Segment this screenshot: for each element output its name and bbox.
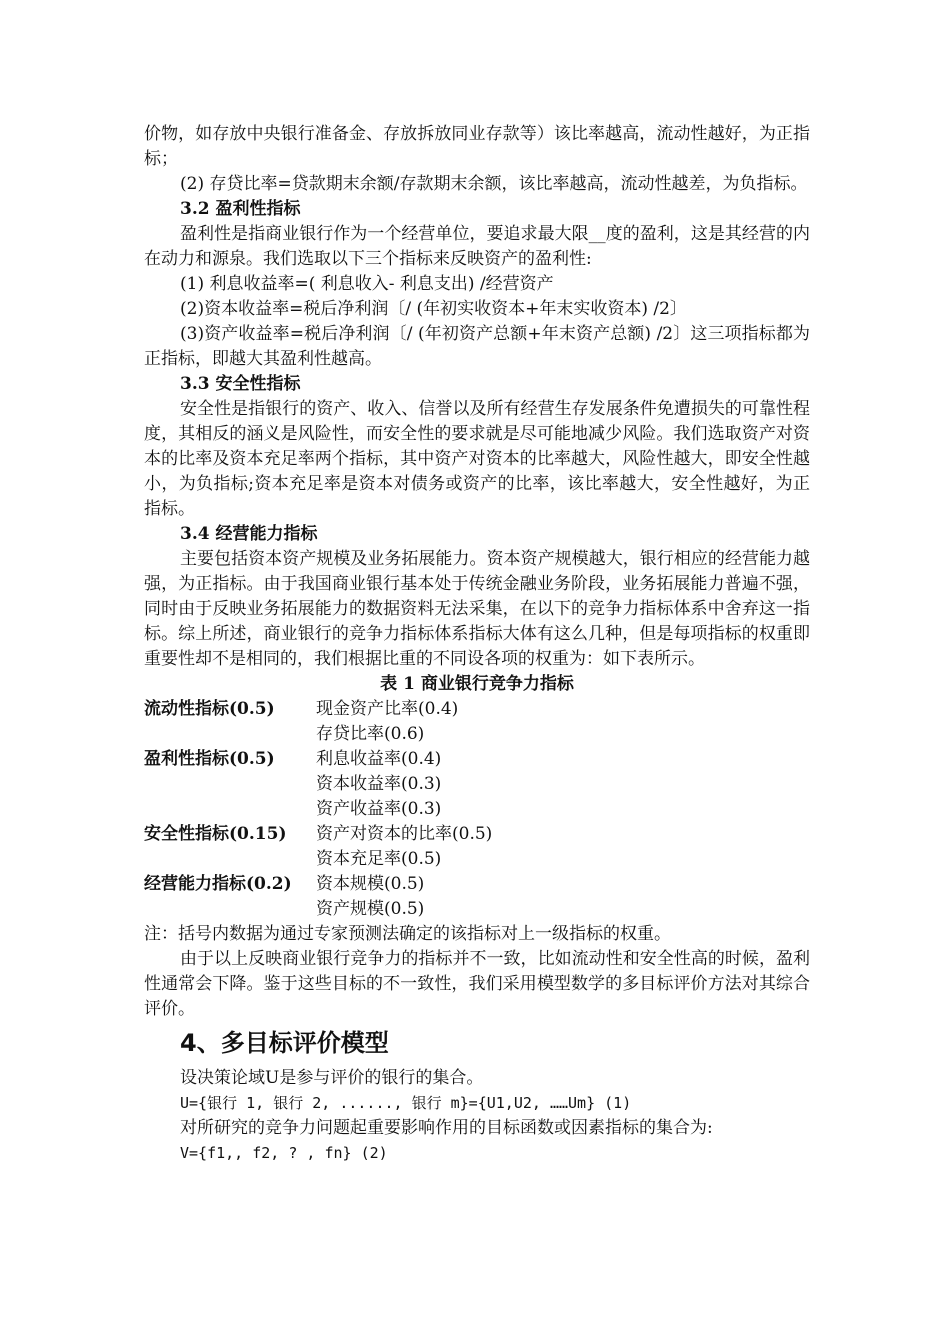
paragraph-safety: 安全性是指银行的资产、收入、信誉以及所有经营生存发展条件免遭损失的可靠性程度，其相反的涵义是风险性，而安全性的要求就是尽可能地减少风险。我们选取资产对资本的比率及资本充足率两个指标，其中资产对资本的比率越大，风险性越大，即安全性越小，为负指标;资本充足率是资本对债务或资产的比率，该比率越大，安全性越好，为正指标。 bbox=[144, 399, 810, 519]
table-subindicator: 存贷比率(0.6) bbox=[316, 724, 425, 744]
paragraph-decision-domain: 设决策论域U是参与评价的银行的集合。 bbox=[180, 1068, 484, 1088]
table-subindicator: 资产对资本的比率(0.5) bbox=[316, 824, 493, 844]
paragraph-factor-set: 对所研究的竞争力问题起重要影响作用的目标函数或因素指标的集合为: bbox=[180, 1118, 713, 1138]
paragraph-loan-deposit-ratio: (2) 存贷比率=贷款期末余额/存款期末余额，该比率越高，流动性越差，为负指标。 bbox=[180, 174, 808, 194]
document-page bbox=[144, 122, 810, 1166]
paragraph-profitability: 盈利性是指商业银行作为一个经营单位，要追求最大限__度的盈利，这是其经营的内在动力和源泉。我们选取以下三个指标来反映资产的盈利性: bbox=[144, 224, 810, 269]
indicator-table bbox=[144, 697, 810, 922]
table-category bbox=[144, 772, 316, 797]
table-subindicator: 资本充足率(0.5) bbox=[316, 849, 442, 869]
table-subindicator: 现金资产比率(0.4) bbox=[316, 699, 459, 719]
table-subindicator: 资产收益率(0.3) bbox=[316, 799, 442, 819]
paragraph-asset-return: (3)资产收益率=税后净利润〔/ (年初资产总额+年末资产总额) /2〕这三项指标都为正指标，即越大其盈利性越高。 bbox=[144, 324, 810, 369]
paragraph-inconsistency: 由于以上反映商业银行竞争力的指标并不一致，比如流动性和安全性高的时候，盈利性通常会下降。鉴于这些目标的不一致性，我们采用模型数学的多目标评价方法对其综合评价。 bbox=[144, 949, 810, 1019]
table-row bbox=[144, 822, 810, 847]
table-category bbox=[144, 847, 316, 872]
table-row bbox=[144, 722, 810, 747]
table-subindicator: 资本规模(0.5) bbox=[316, 874, 425, 894]
formula-1: U={银行 1, 银行 2, ......, 银行 m}={U1,U2, ……Um} (1) bbox=[180, 1094, 632, 1112]
table-row bbox=[144, 897, 810, 922]
table-row bbox=[144, 847, 810, 872]
table-row bbox=[144, 797, 810, 822]
heading-3-3-safety: 3.3 安全性指标 bbox=[180, 374, 301, 394]
table-row bbox=[144, 747, 810, 772]
paragraph-operating: 主要包括资本资产规模及业务拓展能力。资本资产规模越大，银行相应的经营能力越强，为正指标。由于我国商业银行基本处于传统金融业务阶段，业务拓展能力普遍不强，同时由于反映业务拓展能力的数据资料无法采集，在以下的竞争力指标体系中舍弃这一指标。综上所述，商业银行的竞争力指标体系指标大体有这么几种，但是每项指标的权重即重要性却不是相同的，我们根据比重的不同设各项的权重为：如下表所示。 bbox=[144, 549, 810, 669]
heading-3-2-profitability: 3.2 盈利性指标 bbox=[180, 199, 301, 219]
table-category: 盈利性指标(0.5) bbox=[144, 749, 275, 769]
heading-3-4-operating: 3.4 经营能力指标 bbox=[180, 524, 318, 544]
paragraph-capital-return: (2)资本收益率=税后净利润〔/ (年初实收资本+年末实收资本) /2〕 bbox=[180, 299, 687, 319]
table-category: 安全性指标(0.15) bbox=[144, 824, 287, 844]
table-subindicator: 利息收益率(0.4) bbox=[316, 749, 442, 769]
table-category: 流动性指标(0.5) bbox=[144, 699, 275, 719]
heading-4-model: 4、多目标评价模型 bbox=[180, 1029, 389, 1057]
table-caption: 表 1 商业银行竞争力指标 bbox=[380, 674, 574, 694]
table-subindicator: 资产规模(0.5) bbox=[316, 899, 425, 919]
table-row bbox=[144, 697, 810, 722]
table-category bbox=[144, 797, 316, 822]
table-category bbox=[144, 897, 316, 922]
table-category: 经营能力指标(0.2) bbox=[144, 874, 292, 894]
paragraph-liquidity-end: 价物，如存放中央银行准备金、存放拆放同业存款等）该比率越高，流动性越好，为正指标； bbox=[144, 124, 810, 169]
table-category bbox=[144, 722, 316, 747]
paragraph-interest-yield: (1) 利息收益率=( 利息收入- 利息支出) /经营资产 bbox=[180, 274, 554, 294]
formula-2: V={f1,, f2, ? , fn} (2) bbox=[180, 1144, 388, 1162]
table-row bbox=[144, 872, 810, 897]
table-note: 注：括号内数据为通过专家预测法确定的该指标对上一级指标的权重。 bbox=[144, 924, 671, 944]
table-row bbox=[144, 772, 810, 797]
table-subindicator: 资本收益率(0.3) bbox=[316, 774, 442, 794]
